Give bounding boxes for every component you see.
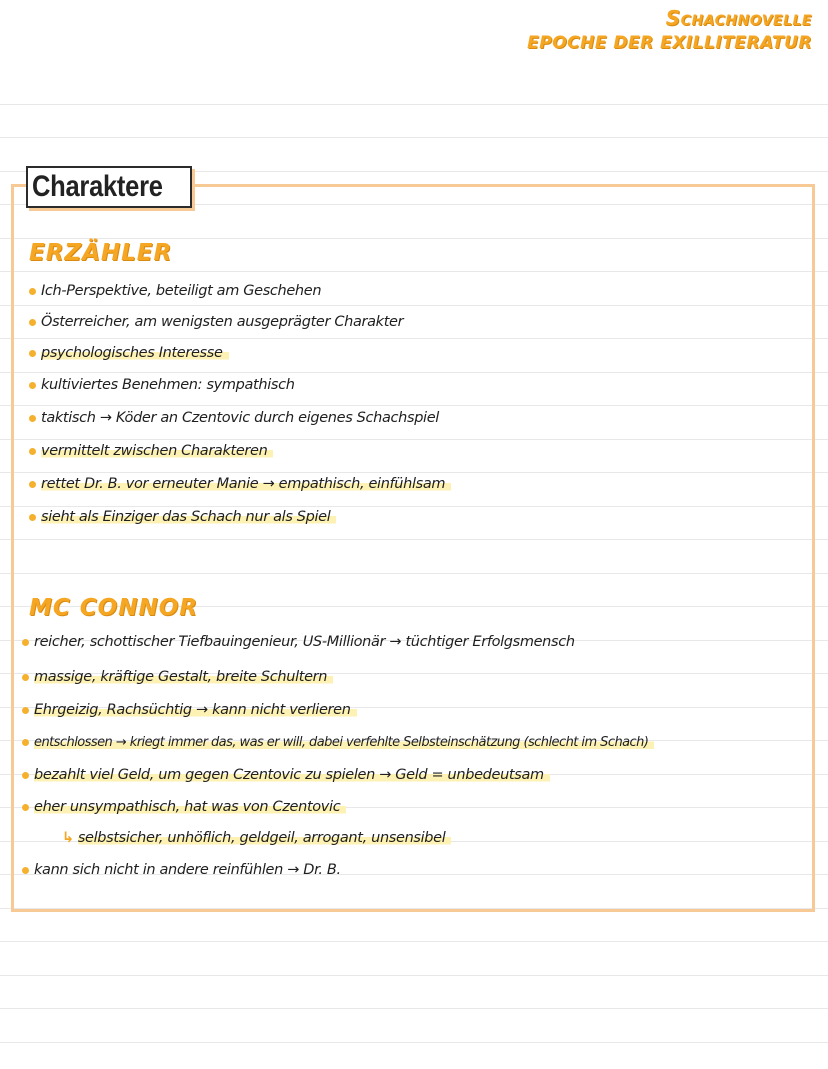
- list-item-text: psychologisches Interesse: [41, 345, 229, 361]
- list-item-text: Ehrgeizig, Rachsüchtig → kann nicht verlieren: [34, 702, 357, 718]
- section-title-box: [26, 166, 192, 208]
- bullet-icon: [29, 448, 36, 455]
- rule-line: [0, 1042, 828, 1043]
- bullet-icon: [22, 739, 29, 746]
- sub-list-item: [62, 830, 451, 846]
- rule-line: [0, 137, 828, 138]
- bullet-icon: [29, 350, 36, 357]
- erzaehler-heading: ERZÄHLER: [29, 240, 173, 266]
- bullet-icon: [29, 382, 36, 389]
- list-item-text: kultiviertes Benehmen: sympathisch: [41, 377, 295, 393]
- list-item: [29, 443, 273, 459]
- mcconnor-heading: MC CONNOR: [29, 595, 198, 621]
- section-title: Charaktere: [32, 170, 163, 203]
- list-item-text: Ich-Perspektive, beteiligt am Geschehen: [41, 283, 322, 299]
- rule-line: [0, 941, 828, 942]
- list-item: [29, 314, 403, 330]
- list-item: [29, 283, 321, 299]
- list-item-text: taktisch → Köder an Czentovic durch eigenes Schachspiel: [41, 410, 439, 426]
- bullet-icon: [29, 415, 36, 422]
- list-item-text: rettet Dr. B. vor erneuter Manie → empathisch, einfühlsam: [41, 476, 451, 492]
- list-item-text: entschlossen → kriegt immer das, was er will, dabei verfehlte Selbsteinschätzung (schlecht im Schach): [34, 735, 654, 750]
- bullet-icon: [22, 772, 29, 779]
- header-title: Schachnovelle: [665, 6, 812, 30]
- bullet-icon: [22, 639, 29, 646]
- list-item: [29, 345, 229, 361]
- bullet-icon: [22, 867, 29, 874]
- list-item: [29, 509, 336, 525]
- rule-line: [0, 975, 828, 976]
- list-item: [22, 767, 550, 783]
- list-item: [22, 735, 654, 750]
- list-item: [29, 377, 295, 393]
- list-item-text: kann sich nicht in andere reinfühlen → Dr. B.: [34, 862, 341, 878]
- list-item-text: bezahlt viel Geld, um gegen Czentovic zu spielen → Geld = unbedeutsam: [34, 767, 550, 783]
- list-item-text: selbstsicher, unhöflich, geldgeil, arrogant, unsensibel: [78, 830, 452, 846]
- bullet-icon: [29, 288, 36, 295]
- bullet-icon: [29, 319, 36, 326]
- bullet-icon: [22, 804, 29, 811]
- list-item-text: sieht als Einziger das Schach nur als Spiel: [41, 509, 336, 525]
- list-item: [29, 476, 451, 492]
- list-item-text: massige, kräftige Gestalt, breite Schultern: [34, 669, 333, 685]
- rule-line: [0, 1008, 828, 1009]
- bullet-icon: [29, 481, 36, 488]
- list-item-text: reicher, schottischer Tiefbauingenieur, US-Millionär → tüchtiger Erfolgsmensch: [34, 634, 575, 650]
- list-item: [22, 799, 346, 815]
- list-item: [22, 702, 357, 718]
- list-item: [22, 634, 575, 650]
- bullet-icon: [29, 514, 36, 521]
- list-item: [29, 410, 439, 426]
- list-item-text: Österreicher, am wenigsten ausgeprägter Charakter: [41, 314, 404, 330]
- bullet-icon: [22, 707, 29, 714]
- list-item-text: eher unsympathisch, hat was von Czentovic: [34, 799, 346, 815]
- list-item: [22, 669, 333, 685]
- bullet-icon: [22, 674, 29, 681]
- list-item: [22, 862, 341, 878]
- header-subtitle: EPOCHE DER EXILLITERATUR: [527, 33, 812, 53]
- return-arrow-icon: ↳: [62, 830, 74, 846]
- list-item-text: vermittelt zwischen Charakteren: [41, 443, 273, 459]
- rule-line: [0, 104, 828, 105]
